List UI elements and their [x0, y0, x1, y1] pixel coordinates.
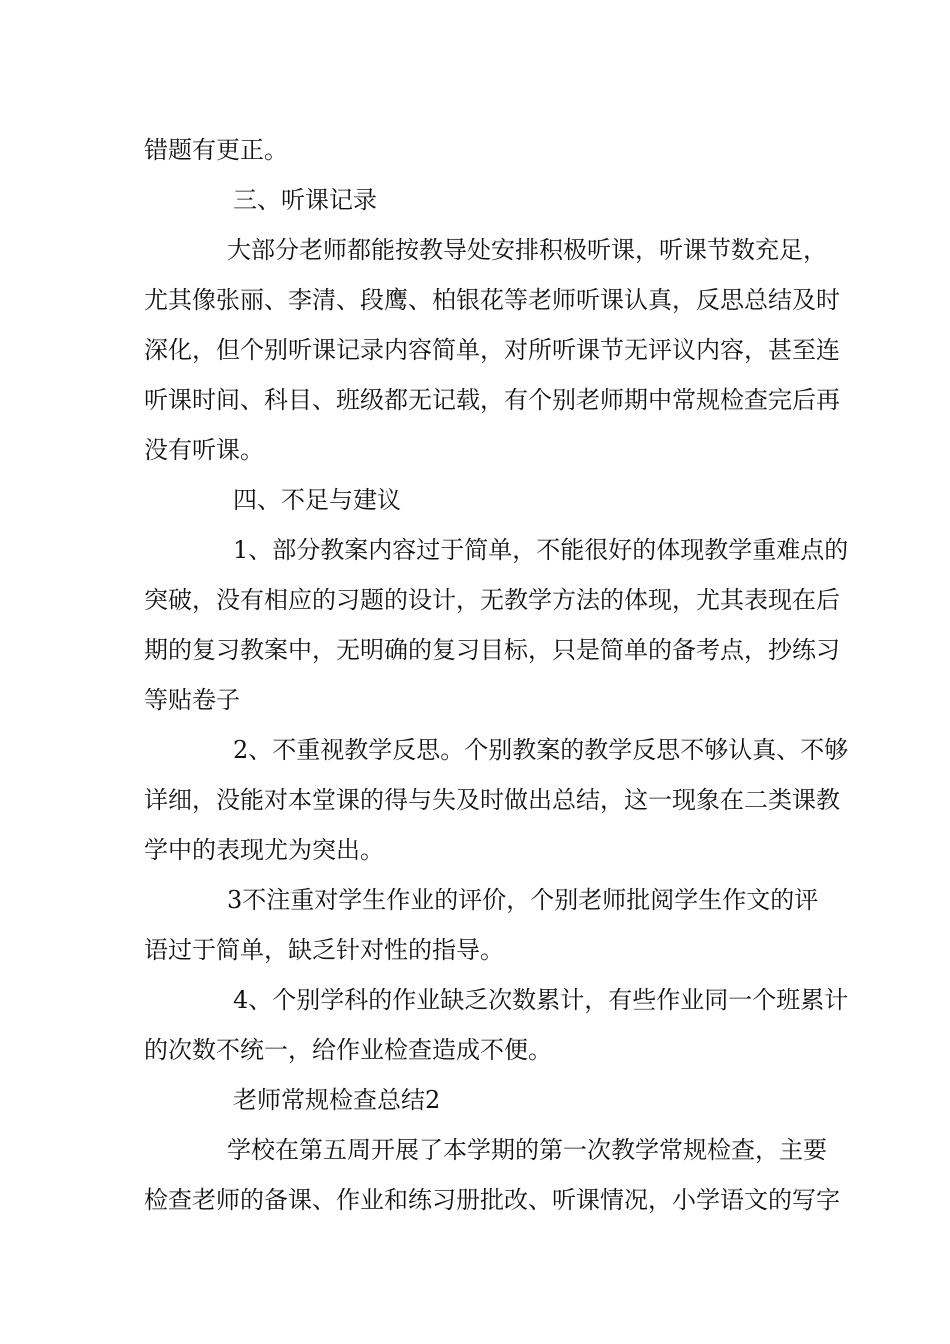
section-heading: 老师常规检查总结2 — [233, 1086, 441, 1114]
text-line: 检查老师的备课、作业和练习册批改、听课情况，小学语文的写字 — [144, 1186, 840, 1214]
section-heading: 三、听课记录 — [233, 186, 377, 214]
text-line: 语过于简单，缺乏针对性的指导。 — [144, 936, 504, 964]
text-line: 等贴卷子 — [144, 686, 240, 714]
text-line: 尤其像张丽、李清、段鹰、柏银花等老师听课认真，反思总结及时 — [144, 286, 840, 314]
text-line: 的次数不统一，给作业检查造成不便。 — [144, 1036, 552, 1064]
text-line: 错题有更正。 — [144, 136, 288, 164]
text-line: 听课时间、科目、班级都无记载，有个别老师期中常规检查完后再 — [144, 386, 840, 414]
text-line: 大部分老师都能按教导处安排积极听课，听课节数充足， — [227, 236, 827, 264]
text-line: 详细，没能对本堂课的得与失及时做出总结，这一现象在二类课教 — [144, 786, 840, 814]
text-line: 4、个别学科的作业缺乏次数累计，有些作业同一个班累计 — [233, 986, 849, 1014]
text-line: 期的复习教案中，无明确的复习目标，只是简单的备考点，抄练习 — [144, 636, 840, 664]
text-line: 3不注重对学生作业的评价，个别老师批阅学生作文的评 — [227, 886, 819, 914]
text-line: 学校在第五周开展了本学期的第一次教学常规检查，主要 — [227, 1136, 827, 1164]
text-line: 深化，但个别听课记录内容简单，对所听课节无评议内容，甚至连 — [144, 336, 840, 364]
section-heading: 四、不足与建议 — [233, 486, 401, 514]
text-line: 1、部分教案内容过于简单，不能很好的体现教学重难点的 — [233, 536, 849, 564]
text-line: 2、不重视教学反思。个别教案的教学反思不够认真、不够 — [233, 736, 849, 764]
text-line: 学中的表现尤为突出。 — [144, 836, 384, 864]
text-line: 突破，没有相应的习题的设计，无教学方法的体现，尤其表现在后 — [144, 586, 840, 614]
text-line: 没有听课。 — [144, 436, 264, 464]
